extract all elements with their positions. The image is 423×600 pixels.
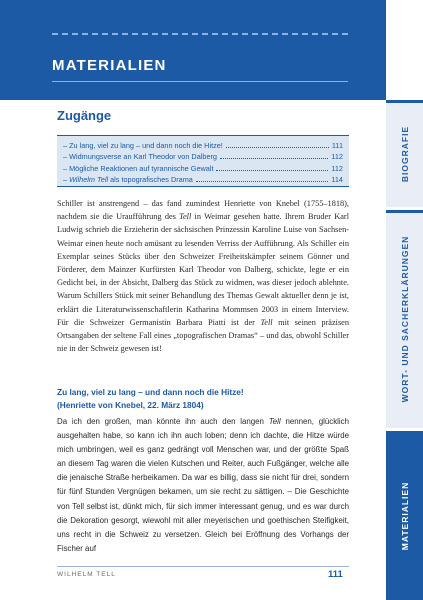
intro-paragraph: Schiller ist anstrengend – das fand zumindest Henriette von Knebel (1755–1818), nachdem sie die Uraufführung des Tell in Weimar gesehen hatte. Ihrem Bruder Karl Ludwig schrieb die Erzieherin der sächsischen Prinzessin Karoline Luise von Sachsen-Weimar einen heute noch amüsant zu lesenden Verriss der Aufführung. Als Schiller ein Exemplar seines Stücks über den Schweizer Freiheitskämpfer seinem Gönner und Förderer, dem Mainzer Kurfürsten Karl Theodor von Dalberg, schickte, legte er ein Gedicht bei, in der Absicht, Dalberg das Stück zu widmen, was dieser jedoch ablehnte. Warum Schillers Stück mit seiner Behandlung des Themas Gewalt aktueller denn je ist, erklärt die Literaturwissenschaftlerin Katharina Mommsen 2003 in einem Interview. Für die Schweizer Germanistin Barbara Piatti ist der Tell mit seinen präzisen Ortsangaben der seltene Fall eines „topografischen Dramas“ – und das, obwohl Schiller nie in der Schweiz gewesen ist! [57,199,350,354]
tab-materialien[interactable] [386,431,423,600]
toc-page-number: 114 [331,174,343,184]
header-dashed-rule [52,33,348,35]
quote-text: Da ich den großen, man könnte ihn auch den langen Tell nennen, glücklich ausgehalten habe, so kann ich ihn auch loben; denn ich dachte, die Hitze würde mich umbringen, weil es ganz gedrängt voll Menschen war, und der größte Spaß an diesem Tag waren die vielen Kutschen und Reiter, auch Fußgänger, welche alle die jenaische Straße herbeikamen. Da war es billig, dass sie nicht für drei, sondern für fünf Stunden Vergnügen bekamen, um sie recht zu sättigen. – Die Geschichte von Tell selbst ist, dünkt mich, für sich immer interessant genug, und es war durch die Dekoration gesorgt, wiewohl mit aller meyerischen und goethischen Steifigkeit, uns recht in die Schweiz zu versetzen. Gleich bei Eröffnung des Vorhangs der Fischer auf [57,417,349,553]
toc-entry-label: – Wilhelm Tell als topografisches Drama [63,174,193,184]
quote-title: Zu lang, viel zu lang – und dann noch die Hitze! [57,387,244,397]
quote-source: (Henriette von Knebel, 22. März 1804) [57,400,204,411]
toc-entry-label: – Zu lang, viel zu lang – und dann noch die Hitze! [63,141,223,151]
toc-leader [226,147,329,148]
chapter-title: MATERIALIEN [52,57,167,74]
footer-book-title: WILHELM TELL [57,571,116,578]
toc-page-number: 112 [331,152,343,162]
tab-wort-und-sacherklaerungen-label: WORT- UND SACHERKLÄRUNGEN [399,235,410,403]
tab-cap [386,100,423,103]
page-number: 111 [328,569,343,580]
toc-entry-label: – Mögliche Reaktionen auf tyrannische Gewalt [63,163,214,173]
section-heading: Zugänge [57,108,112,123]
toc-entry[interactable] [63,139,343,150]
toc-box [57,135,349,187]
toc-page-number: 112 [331,163,343,173]
toc-page-number: 111 [331,141,343,151]
quote-heading [57,386,349,413]
chapter-header [0,0,386,100]
footer-rule [57,566,349,567]
tab-cap [386,210,423,213]
toc-entry[interactable] [63,150,343,161]
toc-leader [220,158,328,159]
toc-entry[interactable] [63,161,343,172]
toc-entry[interactable] [63,173,343,184]
tab-biografie[interactable] [386,100,423,207]
tab-wort-und-sacherklaerungen[interactable] [386,210,423,428]
toc-leader [196,181,329,182]
header-rule [52,81,348,82]
toc-entry-label: – Widmungsverse an Karl Theodor von Dalberg [63,152,217,162]
section-tabs [386,0,423,600]
tab-materialien-label: MATERIALIEN [399,481,410,550]
tab-biografie-label: BIOGRAFIE [399,125,410,182]
toc-leader [216,170,328,171]
